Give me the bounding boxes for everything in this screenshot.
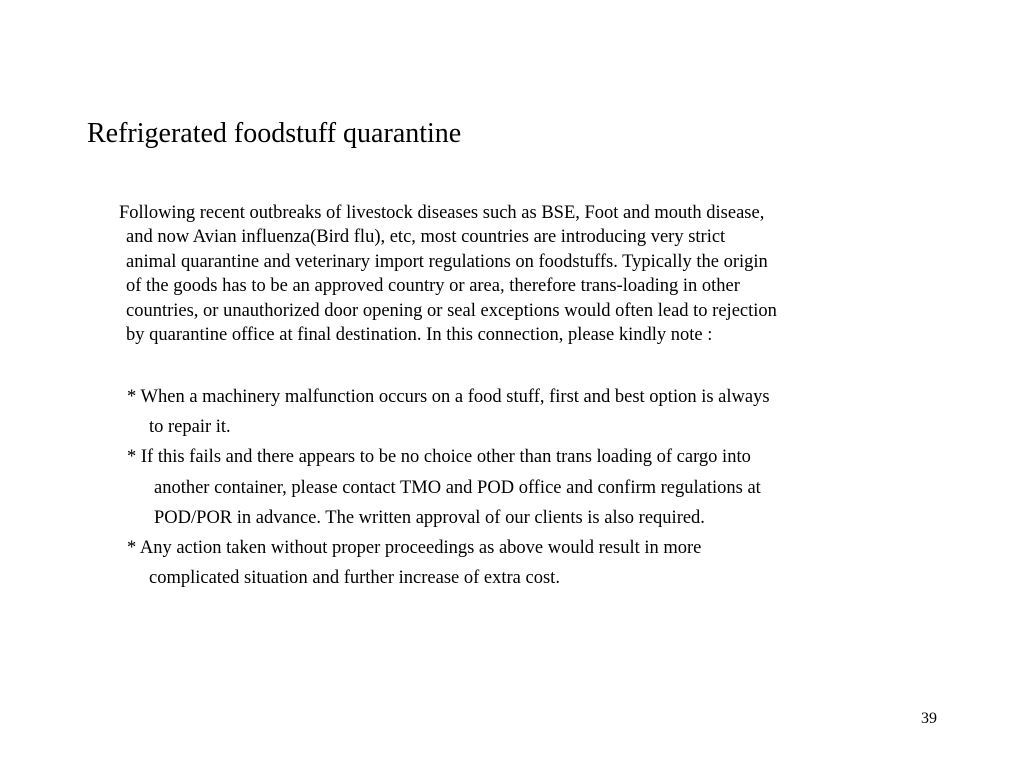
bullet-continuation-line: POD/POR in advance. The written approval of our clients is also required. [154, 507, 705, 528]
bullet-continuation-line: to repair it. [149, 417, 231, 438]
intro-line: of the goods has to be an approved country or area, therefore trans-loading in other [126, 276, 740, 297]
bullet-continuation-line: complicated situation and further increase of extra cost. [149, 568, 560, 589]
intro-line: and now Avian influenza(Bird flu), etc, most countries are introducing very strict [126, 227, 726, 248]
bullet-line: * When a machinery malfunction occurs on a food stuff, first and best option is always [127, 387, 770, 407]
bullet-continuation-line: another container, please contact TMO and POD office and confirm regulations at [154, 477, 761, 498]
intro-line: by quarantine office at final destination. In this connection, please kindly note : [126, 325, 713, 346]
slide-title: Refrigerated foodstuff quarantine [87, 118, 462, 149]
intro-line: animal quarantine and veterinary import regulations on foodstuffs. Typically the origin [126, 251, 768, 272]
bullet-list [127, 382, 967, 593]
bullet-line: * Any action taken without proper proceedings as above would result in more [127, 538, 702, 559]
intro-line: Following recent outbreaks of livestock diseases such as BSE, Foot and mouth disease, [119, 203, 765, 223]
page-number: 39 [921, 710, 937, 727]
bullet-line: * If this fails and there appears to be no choice other than trans loading of cargo into [127, 447, 751, 468]
intro-line: countries, or unauthorized door opening or seal exceptions would often lead to rejection [126, 300, 777, 321]
intro-paragraph [119, 201, 959, 347]
